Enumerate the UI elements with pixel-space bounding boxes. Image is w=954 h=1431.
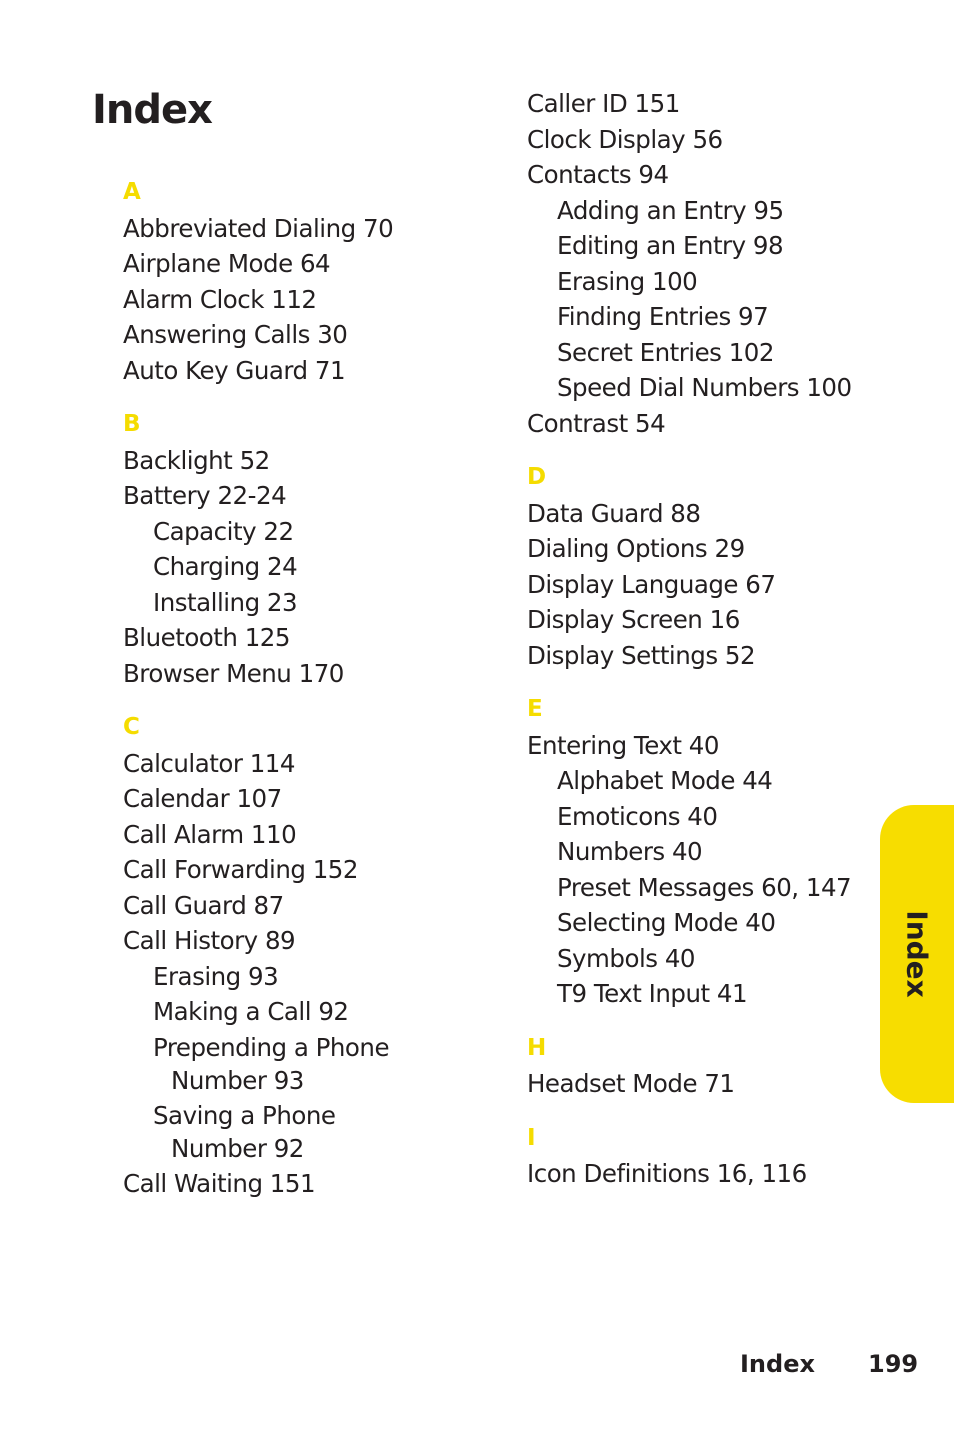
section-side-tab [880,805,954,1103]
index-entry: Alarm Clock 112 [123,284,317,314]
index-entry: Bluetooth 125 [123,623,290,652]
index-column-right [527,86,907,1192]
index-entry: Browser Menu 170 [123,658,344,688]
section-h [527,1031,907,1102]
index-subentry [123,1030,503,1098]
index-column-left [123,175,503,1201]
index-subentry: Preset Messages 60, 147 [557,872,852,902]
section-b [123,407,503,691]
page-number: 199 [868,1350,919,1378]
section-letter: D [527,464,547,490]
section-e [527,692,907,1012]
index-entry: Answering Calls 30 [123,320,348,349]
index-subentry: Charging 24 [153,552,298,581]
index-subentry: Erasing 100 [557,266,698,296]
side-tab-label: Index [900,910,934,998]
section-c-continued [527,86,907,441]
index-entry: Contacts 94 [527,160,669,189]
index-entry: Display Screen 16 [527,605,740,634]
index-entry: Data Guard 88 [527,498,701,528]
index-entry: Icon Definitions 16, 116 [527,1159,807,1188]
index-subentry: Making a Call 92 [153,997,349,1026]
index-subentry [123,1098,503,1166]
section-letter: A [123,179,141,205]
index-entry: Dialing Options 29 [527,534,745,563]
index-entry: Display Settings 52 [527,640,756,670]
index-subentry: Alphabet Mode 44 [557,766,773,795]
section-letter: I [527,1124,536,1151]
page-title: Index [92,87,212,133]
section-letter: H [527,1034,547,1061]
section-c [123,710,503,1201]
index-entry: Entering Text 40 [527,730,719,760]
index-subentry: Capacity 22 [153,516,294,546]
subentry-line: Prepending a Phone [153,1032,390,1062]
index-subentry: T9 Text Input 41 [557,979,748,1008]
index-entry: Call Waiting 151 [123,1168,316,1198]
index-entry: Calendar 107 [123,784,282,813]
subentry-continuation: Number 93 [171,1065,304,1095]
index-entry: Backlight 52 [123,445,270,475]
index-subentry: Symbols 40 [557,943,695,973]
index-subentry: Adding an Entry 95 [557,195,784,225]
index-subentry: Installing 23 [153,587,298,617]
index-entry: Call Forwarding 152 [123,855,358,884]
index-subentry: Selecting Mode 40 [557,908,776,937]
index-entry: Call Guard 87 [123,890,284,920]
index-subentry: Emoticons 40 [557,801,718,831]
section-letter: E [527,696,543,722]
index-entry: Caller ID 151 [527,89,680,118]
index-entry: Call Alarm 110 [123,819,297,849]
index-entry: Airplane Mode 64 [123,249,331,278]
index-entry: Auto Key Guard 71 [123,355,346,385]
section-letter: C [123,714,140,740]
index-entry: Battery 22-24 [123,481,287,510]
index-subentry: Erasing 93 [153,961,279,991]
index-entry: Headset Mode 71 [527,1069,735,1098]
subentry-line: Saving a Phone [153,1100,336,1130]
index-entry: Display Language 67 [527,569,776,599]
index-subentry: Speed Dial Numbers 100 [557,373,852,402]
index-entry: Contrast 54 [527,408,666,438]
subentry-continuation: Number 92 [171,1133,304,1163]
index-entry: Call History 89 [123,926,296,955]
index-entry: Clock Display 56 [527,124,723,154]
index-subentry: Editing an Entry 98 [557,231,784,260]
section-letter: B [123,411,141,437]
index-subentry: Numbers 40 [557,837,703,866]
index-subentry: Secret Entries 102 [557,337,774,367]
footer-section-label: Index [740,1350,815,1378]
index-subentry: Finding Entries 97 [557,302,769,331]
section-d [527,460,907,673]
section-i [527,1121,907,1192]
section-a [123,175,503,388]
index-entry: Abbreviated Dialing 70 [123,213,394,243]
index-entry: Calculator 114 [123,748,295,778]
